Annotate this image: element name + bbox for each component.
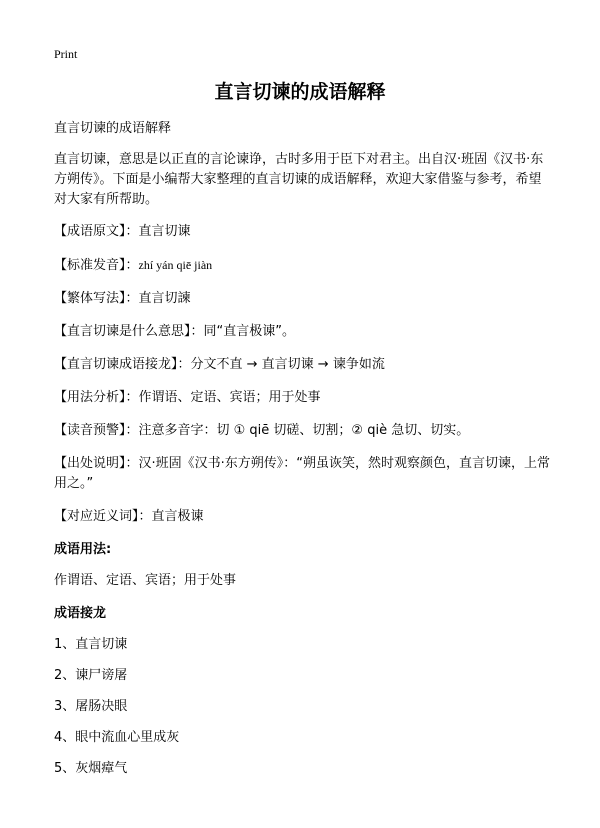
print-link[interactable]: Print (54, 47, 78, 61)
field-label: 【繁体写法】： (54, 291, 139, 306)
field-chain (54, 355, 554, 375)
field-pronunciation (54, 255, 554, 276)
field-label: 【对应近义词】： (54, 509, 152, 524)
chain-list (54, 635, 554, 779)
field-label: 【成语原文】： (54, 224, 139, 239)
page-title: 直言切谏的成语解释 (214, 81, 386, 103)
field-original (54, 222, 554, 242)
field-value: 直言极谏 (151, 509, 204, 524)
list-item: 3、屠肠决眼 (54, 699, 128, 714)
article-subtitle: 直言切谏的成语解释 (54, 121, 172, 136)
field-label: 【读音预警】： (54, 423, 139, 438)
field-value: zhí yán qiē jiàn (138, 258, 213, 272)
article-body (54, 119, 554, 790)
field-warning (54, 421, 554, 441)
field-label: 【直言切谏成语接龙】： (54, 357, 191, 372)
field-meaning (54, 322, 554, 342)
field-label: 【用法分析】： (54, 390, 139, 405)
field-value: 汉·班固《汉书·东方朔传》：“朔虽诙笑，然时观察颜色，直言切谏，上常用之。” (54, 456, 551, 491)
field-value: 注意多音字：切 ① qiē 切磋、切割；② qiè 急切、切实。 (138, 423, 470, 438)
list-item: 5、灰烟瘴气 (54, 761, 128, 776)
usage-heading: 成语用法: (54, 542, 112, 557)
field-value: 作谓语、定语、宾语；用于处事 (138, 390, 321, 405)
field-label: 【直言切谏是什么意思】： (54, 324, 204, 339)
field-value: 直言切諫 (138, 291, 191, 306)
list-item: 1、直言切谏 (54, 637, 128, 652)
field-source (54, 454, 554, 494)
intro-paragraph: 直言切谏，意思是以正直的言论谏诤，古时多用于臣下对君主。出自汉·班固《汉书·东方朔传》。下面是小编帮大家整理的直言切谏的成语解释，欢迎大家借鉴与参考，希望对大家有所帮助。 (54, 152, 544, 207)
list-item: 2、谏尸谤屠 (54, 668, 128, 683)
chain-heading: 成语接龙 (54, 606, 107, 621)
field-traditional (54, 289, 554, 309)
field-label: 【标准发音】： (54, 258, 139, 273)
field-value: 直言切谏 (138, 224, 191, 239)
field-usage (54, 388, 554, 408)
list-item: 4、眼中流血心里成灰 (54, 730, 180, 745)
field-value: 同“直言极谏”。 (203, 324, 295, 339)
usage-text: 作谓语、定语、宾语；用于处事 (54, 573, 237, 588)
field-value: 分文不直 → 直言切谏 → 谏争如流 (190, 357, 385, 372)
field-label: 【出处说明】： (54, 456, 139, 471)
field-synonym (54, 507, 554, 527)
